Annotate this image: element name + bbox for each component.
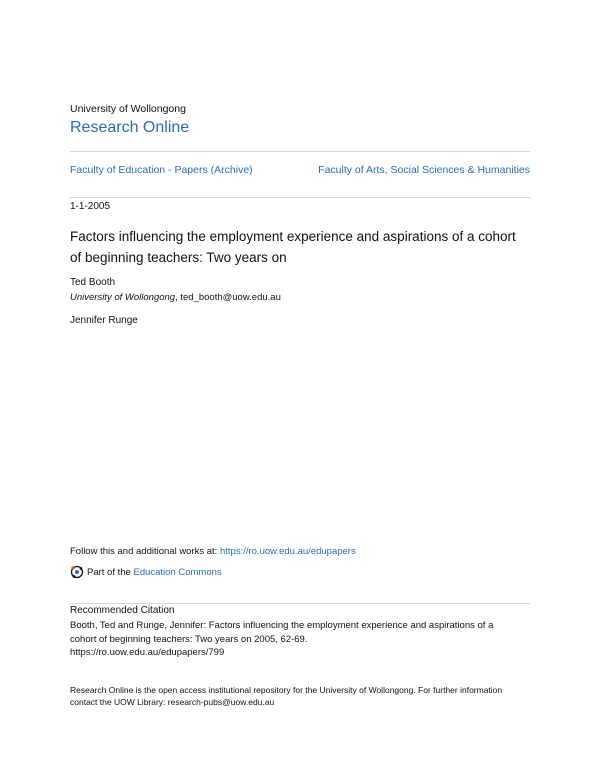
part-of-line: [70, 565, 222, 579]
affiliation-separator: ,: [175, 292, 181, 303]
citation-line-2: cohort of beginning teachers: Two years on 2005, 62-69.: [70, 633, 308, 645]
divider-middle: [70, 197, 530, 198]
repository-link[interactable]: Research Online: [70, 119, 190, 136]
citation-heading: Recommended Citation: [70, 605, 175, 616]
collection-link-education[interactable]: Faculty of Education - Papers (Archive): [70, 164, 253, 176]
title-line-2: of beginning teachers: Two years on: [70, 250, 287, 265]
title-line-1: Factors influencing the employment experience and aspirations of a cohort: [70, 229, 516, 244]
follow-text: Follow this and additional works at:: [70, 546, 218, 557]
collection-link-arts[interactable]: Faculty of Arts, Social Sciences & Humanities: [318, 164, 530, 176]
footer-text: [70, 684, 540, 708]
publication-date: 1-1-2005: [70, 201, 111, 212]
citation-line-1: Booth, Ted and Runge, Jennifer: Factors influencing the employment experience and aspirations of a: [70, 620, 494, 631]
divider-top: [70, 151, 530, 152]
paper-title: [70, 226, 540, 268]
organization-name: University of Wollongong: [70, 103, 186, 115]
follow-line: [70, 546, 356, 557]
follow-link[interactable]: https://ro.uow.edu.au/edupapers: [219, 546, 356, 557]
author-affiliation: [70, 292, 281, 303]
citation-text: [70, 619, 530, 660]
part-of-text: Part of the: [87, 566, 131, 578]
author-email: ted_booth@uow.edu.au: [180, 292, 281, 303]
divider-bottom: [70, 603, 530, 604]
footer-line-1: Research Online is the open access institutional repository for the University of Wollongong. For further information: [70, 685, 503, 695]
author-name: Ted Booth: [70, 277, 116, 288]
education-commons-link[interactable]: Education Commons: [133, 566, 222, 578]
commons-network-icon: [70, 565, 84, 579]
affiliation-name: University of Wollongong: [70, 292, 176, 303]
footer-line-2: contact the UOW Library: research-pubs@uow.edu.au: [70, 697, 275, 707]
citation-url[interactable]: https://ro.uow.edu.au/edupapers/799: [70, 647, 225, 658]
author-name-2: Jennifer Runge: [70, 315, 138, 326]
